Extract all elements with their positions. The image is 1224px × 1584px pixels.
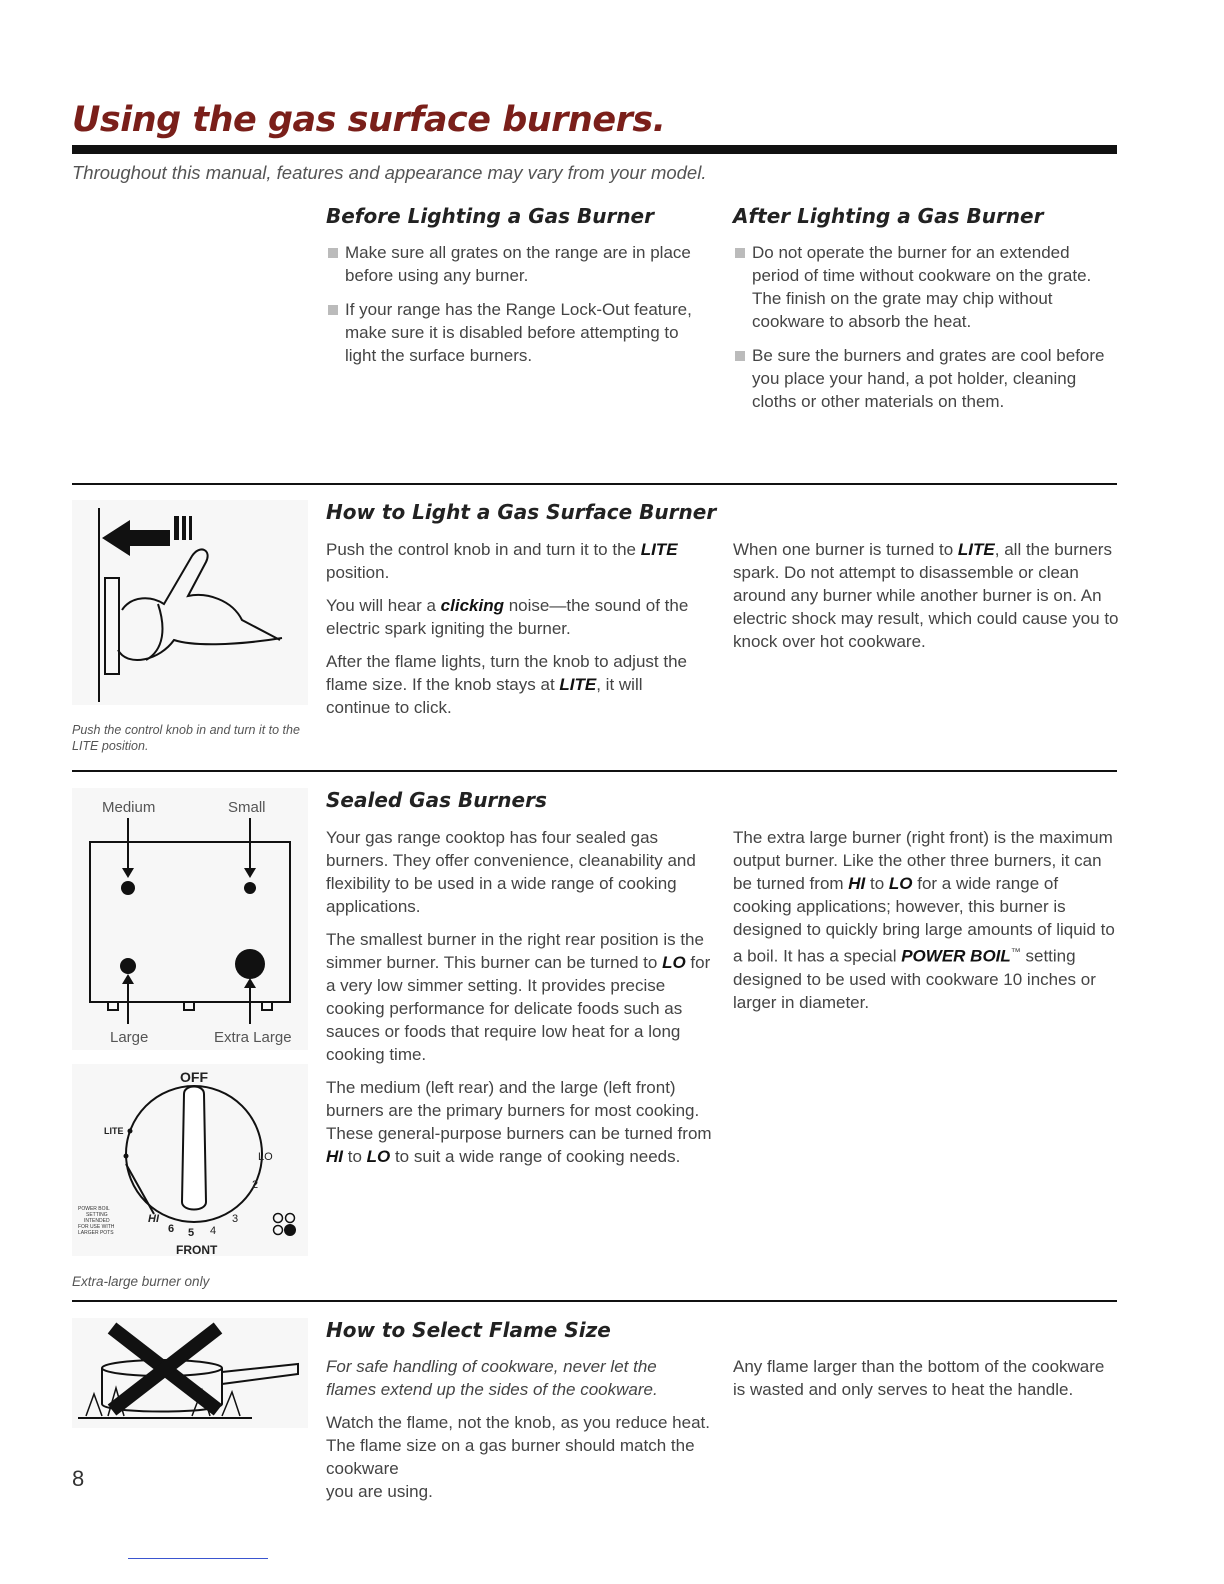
list-item <box>733 241 1121 333</box>
light-caption: Push the control knob in and turn it to the LITE position. <box>72 723 300 753</box>
knob-handle <box>182 1087 206 1210</box>
light-left-col <box>326 538 711 729</box>
label-medium: Medium <box>102 799 156 816</box>
bullet-text: If your range has the Range Lock-Out feature, make sure it is disabled before attempting to light the surface burners. <box>345 300 692 365</box>
paragraph: For safe handling of cookware, never let the flames extend up the sides of the cookware. <box>326 1357 658 1399</box>
light-heading: How to Light a Gas Surface Burner <box>326 500 717 524</box>
knob-number: 3 <box>232 1213 239 1225</box>
section-divider <box>72 770 1117 772</box>
power-boil-note: INTENDED <box>84 1218 110 1224</box>
list-item <box>326 298 711 367</box>
section-divider <box>72 1300 1117 1302</box>
paragraph: you are using. <box>326 1482 433 1501</box>
knob-number: 4 <box>210 1225 217 1237</box>
bullet-icon <box>328 305 338 315</box>
sealed-caption: Extra-large burner only <box>72 1274 210 1289</box>
knob-front-label: FRONT <box>176 1243 218 1256</box>
list-item <box>326 241 711 287</box>
flame-size-illustration <box>72 1318 308 1428</box>
cooktop-diagram <box>72 788 308 1050</box>
bullet-icon <box>328 248 338 258</box>
knob-number: 2 <box>252 1179 259 1191</box>
burner-medium <box>121 881 135 895</box>
flame-right-col <box>733 1355 1121 1411</box>
burner-extra-large <box>235 949 265 979</box>
paragraph: Your gas range cooktop has four sealed gas burners. They offer convenience, cleanability and flexibility to be used in a wide range of cooking applications. <box>326 828 696 916</box>
burner-large <box>120 958 136 974</box>
title-rule <box>72 145 1117 154</box>
power-boil-note: SETTING <box>86 1212 108 1218</box>
bullet-icon <box>735 351 745 361</box>
after-heading: After Lighting a Gas Burner <box>733 204 1044 228</box>
page-title: Using the gas surface burners. <box>72 100 666 140</box>
paragraph: You will hear a clicking noise—the sound of the electric spark igniting the burner. <box>326 596 689 638</box>
burner-position-icon <box>284 1224 296 1236</box>
page-subtitle: Throughout this manual, features and appearance may vary from your model. <box>72 162 707 183</box>
label-extra-large: Extra Large <box>214 1029 292 1046</box>
list-item <box>733 344 1121 413</box>
paragraph: The medium (left rear) and the large (left front) burners are the primary burners for most cooking. These general-purpose burners can be turned from HI to LO to suit a wide range of cooking needs. <box>326 1078 712 1166</box>
before-list <box>326 241 711 378</box>
sealed-right-col <box>733 826 1121 1024</box>
bullet-text: Make sure all grates on the range are in place before using any burner. <box>345 243 691 285</box>
paragraph: Push the control knob in and turn it to the LITE position. <box>326 540 678 582</box>
knob-lite-label: LITE <box>104 1126 124 1136</box>
motion-bar <box>174 516 179 540</box>
page-number: 8 <box>72 1466 85 1491</box>
sealed-heading: Sealed Gas Burners <box>326 788 547 812</box>
knob-hi-label: HI <box>148 1213 159 1225</box>
knob-number: 6 <box>168 1223 175 1235</box>
flame-left-col <box>326 1355 711 1513</box>
footer-line <box>128 1558 268 1559</box>
motion-bar <box>182 516 186 540</box>
lite-dot <box>128 1129 133 1134</box>
bullet-icon <box>735 248 745 258</box>
paragraph: Any flame larger than the bottom of the cookware is wasted and only serves to heat the handle. <box>733 1357 1105 1399</box>
section-divider <box>72 483 1117 485</box>
motion-bar <box>189 516 192 540</box>
flame-heading: How to Select Flame Size <box>326 1318 611 1342</box>
sealed-left-col <box>326 826 714 1178</box>
power-boil-note: LARGER POTS <box>78 1230 114 1236</box>
control-knob-diagram <box>72 1064 308 1256</box>
bullet-text: Do not operate the burner for an extended period of time without cookware on the grate. The finish on the grate may chip without cookware to absorb the heat. <box>752 243 1092 331</box>
after-list <box>733 241 1121 424</box>
before-heading: Before Lighting a Gas Burner <box>326 204 654 228</box>
bullet-text: Be sure the burners and grates are cool before you place your hand, a pot holder, cleaning cloths or other materials on them. <box>752 346 1105 411</box>
label-large: Large <box>110 1029 149 1046</box>
power-boil-note: FOR USE WITH <box>78 1224 115 1230</box>
light-right-col <box>733 538 1121 663</box>
paragraph: The smallest burner in the right rear position is the simmer burner. This burner can be turned to LO for a very low simmer setting. It provides precise cooking performance for delicate foods such as sauces or foods that require low heat for a long cooking time. <box>326 930 711 1064</box>
label-small: Small <box>228 799 266 816</box>
power-boil-note: POWER BOIL <box>78 1206 110 1212</box>
knob-lo-label: LO <box>258 1151 273 1163</box>
burner-small <box>244 882 256 894</box>
knob-number: 5 <box>188 1227 195 1239</box>
paragraph: After the flame lights, turn the knob to adjust the flame size. If the knob stays at LITE, it will continue to click. <box>326 652 687 717</box>
knob-off-label: OFF <box>180 1069 208 1085</box>
paragraph: Watch the flame, not the knob, as you reduce heat. The flame size on a gas burner should match the cookware <box>326 1413 710 1478</box>
lite-dot <box>124 1154 129 1159</box>
paragraph: The extra large burner (right front) is the maximum output burner. Like the other three burners, it can be turned from HI to LO for a wide range of cooking applications; however, this burner is designed to quickly bring large amounts of liquid to a boil. It has a special POWER BOIL™ setting designed to be used with cookware 10 inches or larger in diameter. <box>733 828 1115 1012</box>
knob-push-illustration <box>72 500 308 705</box>
paragraph: When one burner is turned to LITE, all the burners spark. Do not attempt to disassemble or clean around any burner while another burner is on. An electric shock may result, which could cause you to knock over hot cookware. <box>733 540 1119 651</box>
